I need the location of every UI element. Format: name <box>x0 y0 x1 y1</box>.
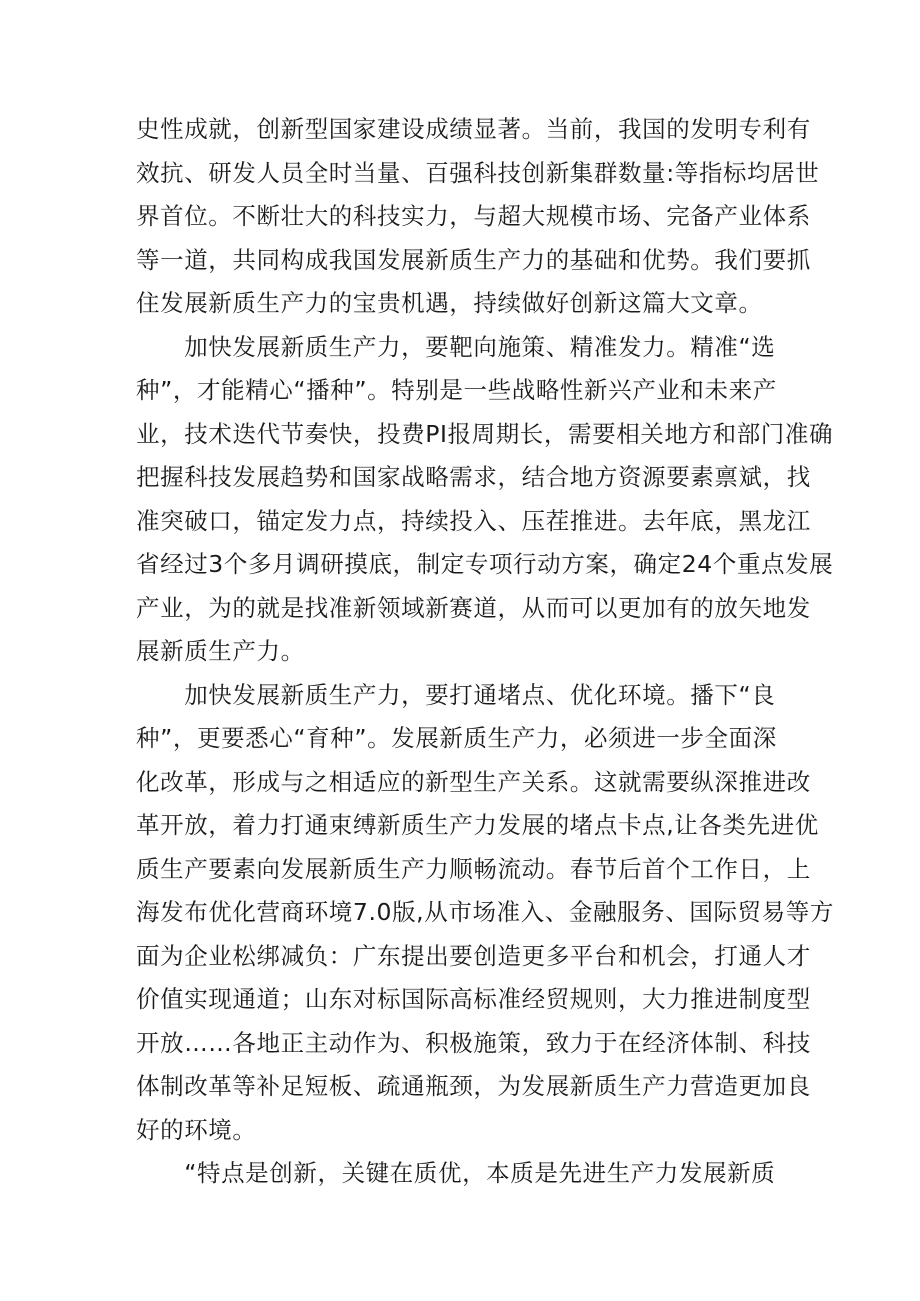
text-line: 史性成就，创新型国家建设成绩显著。当前，我国的发明专利有 <box>136 115 811 143</box>
text-line: 种”，才能精心“播种”。特别是一些战略性新兴产业和未来产 <box>136 376 777 404</box>
text-line: 等一道，共同构成我国发展新质生产力的基础和优势。我们要抓 <box>136 245 811 274</box>
text-line: 省经过3个多月调研摸底，制定专项行动方案，确定24个重点发展 <box>136 550 834 578</box>
text-line: 界首位。不断壮大的科技实力，与超大规模市场、完备产业体系 <box>136 202 811 230</box>
text-line: 体制改革等补足短板、疏通瓶颈，为发展新质生产力营造更加良 <box>136 1072 811 1100</box>
text-line: 加快发展新质生产力，要打通堵点、优化环境。播下“良 <box>136 680 776 709</box>
text-line: 质生产要素向发展新质生产力顺畅流动。春节后首个工作日，上 <box>136 854 811 883</box>
text-line: 海发布优化营商环境7.0版,从市场准入、金融服务、国际贸易等方 <box>136 898 834 926</box>
text-line: “特点是创新，关键在质优，本质是先进生产力发展新质 <box>136 1159 776 1187</box>
text-line: 面为企业松绑减负：广东提出要创造更多平台和机会，打通人才 <box>136 941 811 970</box>
text-line: 效抗、研发人员全时当量、百强科技创新集群数量:等指标均居世 <box>136 158 820 187</box>
text-line: 准突破口，锚定发力点，持续投入、压茬推进。去年底，黑龙江 <box>136 506 811 535</box>
text-line: 把握科技发展趋势和国家战略需求，结合地方资源要素禀斌，找 <box>136 463 811 491</box>
text-line: 革开放，着力打通束缚新质生产力发展的堵点卡点,让各类先进优 <box>136 811 819 839</box>
text-line: 住发展新质生产力的宝贵机遇，持续做好创新这篇大文章。 <box>136 289 763 317</box>
text-line: 化改革，形成与之相适应的新型生产关系。这就需要纵深推进改 <box>136 767 811 796</box>
text-line: 价值实现通道；山东对标国际高标准经贸规则，大力推进制度型 <box>136 985 811 1013</box>
text-line: 展新质生产力。 <box>136 637 305 665</box>
text-line: 加快发展新质生产力，要靶向施策、精准发力。精准“选 <box>136 332 776 361</box>
text-line: 产业，为的就是找准新领域新赛道，从而可以更加有的放矢地发 <box>136 593 811 622</box>
text-line: 开放……各地正主动作为、积极施策，致力于在经济体制、科技 <box>136 1028 811 1057</box>
text-line: 业，技术迭代节奏快，投费PI报周期长，需要相关地方和部门准确 <box>136 419 834 448</box>
text-line: 种”，更要悉心“育种”。发展新质生产力，必须进一步全面深 <box>136 724 777 752</box>
article-body <box>136 108 834 1196</box>
text-line: 好的环境。 <box>136 1115 257 1144</box>
